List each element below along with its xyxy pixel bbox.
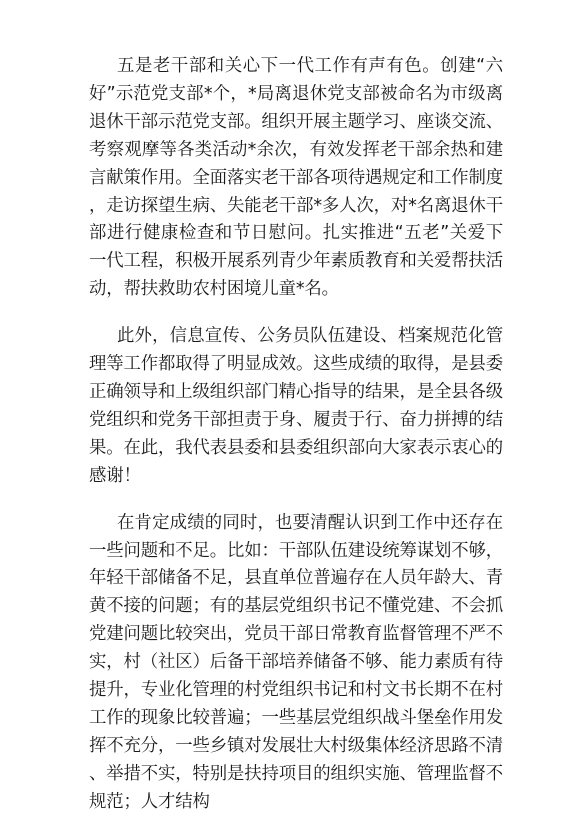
document-body (89, 53, 503, 817)
paragraph-problems: 在肯定成绩的同时，也要清醒认识到工作中还存在一些问题和不足。比如：干部队伍建设统筹谋划不够，年轻干部储备不足，县直单位普遍存在人员年龄大、青黄不接的问题；有的基层党组织书记不懂党建、不会抓党建问题比较突出，党员干部日常教育监督管理不严不实，村（社区）后备干部培养储备不够、能力素质有待提升，专业化管理的村党组织书记和村文书长期不在村工作的现象比较普遍；一些基层党组织战斗堡垒作用发挥不充分，一些乡镇对发展壮大村级集体经济思路不清、举措不实，特别是扶持项目的组织实施、管理监督不规范；人才结构 (89, 512, 503, 812)
paragraph-other-achievements: 此外，信息宣传、公务员队伍建设、档案规范化管理等工作都取得了明显成效。这些成绩的取得，是县委正确领导和上级组织部门精心指导的结果，是全县各级党组织和党务干部担责于身、履责于行、奋力拼搏的结果。在此，我代表县委和县委组织部向大家表示衷心的感谢！ (89, 326, 503, 486)
paragraph-old-cadres-work: 五是老干部和关心下一代工作有声有色。创建“六好”示范党支部*个，*局离退休党支部被命名为市级离退休干部示范党支部。组织开展主题学习、座谈交流、考察观摩等各类活动*余次，有效发挥老干部余热和建言献策作用。全面落实老干部各项待遇规定和工作制度，走访探望生病、失能老干部*多人次，对*名离退休干部进行健康检查和节日慰问。扎实推进“五老”关爱下一代工程，积极开展系列青少年素质教育和关爱帮扶活动，帮扶救助农村困境儿童*名。 (89, 56, 503, 300)
